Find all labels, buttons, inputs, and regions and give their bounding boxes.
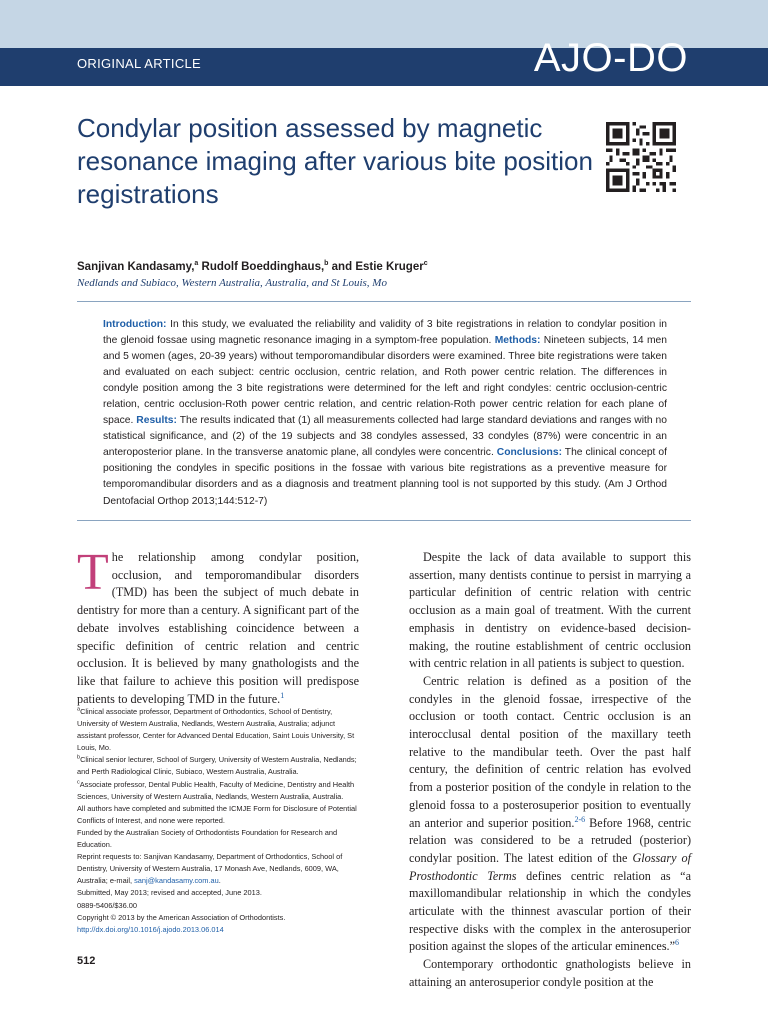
body-text: defines centric relation as “a maxillomandibular relationship in which the condyles articulate with the thinnest avascular portion of their respective disks with the complex in the anterosuperior position against the slopes of the articular eminences.” [409,868,692,954]
body-paragraph [77,544,359,708]
qr-code-icon[interactable] [606,122,676,192]
author-name: Estie Kruger [355,260,424,273]
footnote-sup: a [77,706,81,713]
body-text: he relationship among condylar position, occlusion, and temporomandibular disorders (TMD) has been the subject of much debate in dentistry for more than a century. A significant part of the debate involves establishing coincidence between a specific definition of centric relation and centric occlusion. It is believed by many gnathologists and the like that failure to achieve this position will predispose patients to developing TMD in the future. [77,550,359,706]
footnote-text: Reprint requests to: Sanjivan Kandasamy, Department of Orthodontics, School of Dentistry, University of Western Australia, 17 Monash Ave, Nedlands, 6009, WA, Australia; e-mail, [77,852,343,886]
abstract-heading-results: Results: [136,415,177,427]
abstract-heading-methods: Methods: [494,335,541,347]
author-conjunction: and [331,260,353,273]
citation-ref[interactable]: 6 [675,938,680,948]
footnote-copyright: Copyright © 2013 by the American Association of Orthodontists. [77,912,286,922]
footnote-price: 0889-5406/$36.00 [77,900,138,910]
article-title: Condylar position assessed by magnetic resonance imaging after various bite position registrations [77,113,593,209]
author-affil-sup: c [423,260,428,267]
body-text: Centric relation is defined as a position of the condyles in the glenoid fossae, irrespective of the occlusion or tooth contact. Centric occlusion is an interocclusal dental position of the maxillary teeth relative to the mandibular teeth. Over the past half century, the definition of centric relation has evolved from a posterior position of the condyle in relation to the glenoid fossa to a posterosuperior position to eventually an anterior and superior position. [409,673,691,830]
body-paragraph: Contemporary orthodontic gnathologists believe in attaining an anterosuperior condyle position at the [409,957,691,989]
footnote-sup: b [77,754,81,761]
abstract-conclusions: The clinical concept of positioning the condyles in specific positions in the fossae with various bite registrations as a preventive measure for temporomandibular disorders and as a diagnosis and treatment planning tool is not supported by this study. (Am J Orthod Dentofacial Orthop 2013;144:512-7) [103,447,667,507]
footnote-disclosure: All authors have completed and submitted the ICMJE Form for Disclosure of Potential Conflicts of Interest, and none were reported. [77,803,357,825]
footnote-text: Clinical senior lecturer, School of Surgery, University of Western Australia, Nedlands; and Perth Radiological Clinic, Subiaco, Western Australia, Australia. [77,755,357,777]
body-column-left [77,544,359,708]
footnote-reprint: Reprint requests to: Sanjivan Kandasamy, Department of Orthodontics, School of Dentistry, University of Western Australia, 17 Monash Ave, Nedlands, 6009, WA, Australia; e-mail, sanj@kandasamy.com.au. [77,852,343,886]
page-number: 512 [77,955,96,967]
footnote-funding: Funded by the Australian Society of Orthodontists Foundation for Research and Education. [77,827,338,850]
abstract-bottom-rule [77,520,691,521]
article-type-label: ORIGINAL ARTICLE [77,56,202,71]
abstract [103,317,667,510]
abstract-top-rule [77,301,691,302]
citation-ref[interactable]: 1 [280,690,285,700]
journal-logo: AJO-DO [533,36,688,80]
footnote-text: Clinical associate professor, Department of Orthodontics, School of Dentistry, University of Western Australia, Nedlands, Western Australia, Australia; adjunct assistant professor, Center for Advanced Dental Education, Saint Louis University, St Louis, Mo. [77,707,355,753]
abstract-introduction: In this study, we evaluated the reliability and validity of 3 bite registrations in relation to condylar position in the glenoid fossae using magnetic resonance imaging in a symptom-free population. [103,319,667,347]
footnote-affiliation [77,754,363,778]
glossary-title: Glossary of Prosthodontic Terms [409,850,692,883]
footnote-affiliation [77,706,363,754]
body-column-right [409,549,691,992]
footnote-text: Associate professor, Dental Public Health, Faculty of Medicine, Dentistry and Health Sciences, University of Western Australia, Nedlands, Western Australia, Australia. [77,779,355,801]
author-affil-sup: b [324,260,329,267]
abstract-heading-conclusions: Conclusions: [496,447,562,459]
abstract-results: The results indicated that (1) all measurements collected had large standard deviations and ranges with no statistical significance, and (2) of the 19 subjects and 38 condyles assessed, 33 condyles (87%) were concentric in an anteroposterior plane. In the transverse anatomic plane, all condyles were concentric. [103,415,667,459]
author-affiliation-line: Nedlands and Subiaco, Western Australia, Australia, and St Louis, Mo [77,277,387,289]
citation-ref[interactable]: 2-6 [574,814,586,824]
footnote-submitted: Submitted, May 2013; revised and accepted, June 2013. [77,888,262,898]
body-paragraph: Despite the lack of data available to support this assertion, many dentists continue to persist in marrying a particular definition of centric relation with centric occlusion as a main goal of treatment. With the current emphasis in dentistry on evidence-based decision-making, the routine establishment of centric occlusion with centric relation in all patients is subject to question. [409,550,691,671]
body-text: Before 1968, centric relation was considered to be a retruded (posterior) condylar position. The latest edition of the [409,815,691,865]
doi-link[interactable]: http://dx.doi.org/10.1016/j.ajodo.2013.06.014 [77,924,224,934]
author-name: Sanjivan Kandasamy, [77,260,195,273]
abstract-methods: Nineteen subjects, 14 men and 5 women (ages, 20-39 years) without temporomandibular disorders were examined. Three bite registrations were taken and evaluated on each subject: centric occlusion, centric relation, and Roth power centric relation. The differences in condyle position among the 3 bite registrations were determined for the left and right condyles: centric occlusion-centric relation, centric occlusion-Roth power centric relation, and centric relation-Roth power centric relation for each plane of space. [103,335,667,427]
abstract-heading-introduction: Introduction: [103,319,167,330]
body-paragraph [409,673,691,956]
footnote-sup: c [77,779,80,786]
footnote-affiliation [77,779,363,803]
footnotes [77,706,363,936]
author-name: Rudolf Boeddinghaus, [201,260,325,273]
author-affil-sup: a [194,260,199,267]
drop-cap: T [77,544,109,601]
email-link[interactable]: sanj@kandasamy.com.au [134,876,219,886]
author-list [77,260,428,273]
footnote-doi [77,924,363,936]
